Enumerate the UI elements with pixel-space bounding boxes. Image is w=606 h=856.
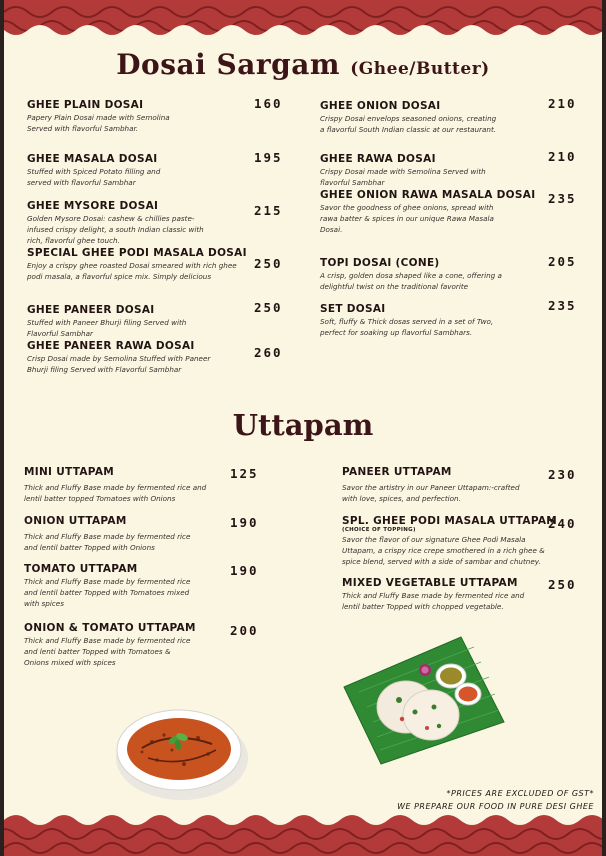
title-suffix: (Ghee/Butter) <box>350 59 490 79</box>
menu-item <box>320 303 500 338</box>
uttapam-section-title: Uttapam <box>232 408 374 442</box>
item-price: 210 <box>548 149 577 164</box>
item-description: Thick and Fluffy Base made by fermented rice and lentil batter topped Tomatoes with Onions <box>24 483 207 503</box>
item-description: Stuffed with Paneer Bhurji filing Served with Flavorful Sambhar <box>27 318 187 338</box>
item-description: Golden Mysore Dosai: cashew & chillies paste-infused crispy delight, a south Indian classic with rich, flavorful ghee touch. <box>27 214 204 245</box>
item-price: 195 <box>254 150 283 165</box>
menu-item <box>24 622 194 668</box>
item-name: GHEE MASALA DOSAI <box>27 153 158 165</box>
item-price: 190 <box>230 515 259 530</box>
curry-bowl-illustration <box>112 700 252 802</box>
item-price: 260 <box>254 345 283 360</box>
item-price: 250 <box>548 577 577 592</box>
item-price: 235 <box>548 191 577 206</box>
menu-item <box>342 466 532 504</box>
item-description: Soft, fluffy & Thick dosas served in a set of Two, perfect for soaking up flavorful Sambhars. <box>320 317 494 337</box>
menu-item <box>27 99 177 134</box>
item-description: Thick and Fluffy Base made by fermented rice and lentil batter Topped with chopped vegetable. <box>342 591 525 611</box>
dosa-plate-illustration <box>339 632 509 767</box>
menu-item <box>320 100 500 135</box>
item-price: 215 <box>254 203 283 218</box>
item-name: GHEE PANEER DOSAI <box>27 304 155 316</box>
item-description: Papery Plain Dosai made with Semolina Served with flavorful Sambhar. <box>27 113 170 133</box>
item-price: 235 <box>548 298 577 313</box>
item-description: A crisp, golden dosa shaped like a cone, offering a delightful twist on the traditional favorite <box>320 271 502 291</box>
item-description: Savor the flavor of our signature Ghee Podi Masala Uttapam, a crispy rice crepe smothered in a rich ghee & spice blend, served with a side of sambar and chutney. <box>342 535 545 566</box>
roof-tile-border-top <box>4 0 602 36</box>
item-price: 205 <box>548 254 577 269</box>
item-description: Thick and Fluffy Base made by fermented rice and lenti batter Topped with Tomatoes & Onions mixed with spices <box>24 636 191 667</box>
roof-tile-border-bottom <box>4 814 602 856</box>
item-description: Thick and Fluffy Base made by fermented rice and lentil batter Topped with Tomatoes mixed with spices <box>24 577 191 608</box>
item-price: 125 <box>230 466 259 481</box>
item-price: 200 <box>230 623 259 638</box>
item-name: GHEE MYSORE DOSAI <box>27 200 159 212</box>
menu-item <box>24 466 209 504</box>
item-name: TOMATO UTTAPAM <box>24 563 138 575</box>
item-name: GHEE ONION RAWA MASALA DOSAI <box>320 189 536 201</box>
item-description: Savor the goodness of ghee onions, spread with rawa batter & spices in our unique Rawa Masala Dosai. <box>320 203 494 234</box>
item-name: SET DOSAI <box>320 303 386 315</box>
item-name: GHEE PANEER RAWA DOSAI <box>27 340 195 352</box>
item-name: GHEE RAWA DOSAI <box>320 153 436 165</box>
item-price: 190 <box>230 563 259 578</box>
menu-item <box>24 515 194 553</box>
item-name: SPECIAL GHEE PODI MASALA DOSAI <box>27 247 247 259</box>
ghee-note: WE PREPARE OUR FOOD IN PURE DESI GHEE <box>397 802 594 811</box>
menu-item <box>320 153 500 188</box>
menu-item <box>24 563 194 609</box>
item-name: MIXED VEGETABLE UTTAPAM <box>342 577 518 589</box>
page-title <box>4 48 602 81</box>
item-name: GHEE PLAIN DOSAI <box>27 99 144 111</box>
item-name: ONION UTTAPAM <box>24 515 127 527</box>
item-description: Savor the artistry in our Paneer Uttapam:-crafted with love, spices, and perfection. <box>342 483 520 503</box>
item-price: 240 <box>548 516 577 531</box>
item-price: 230 <box>548 467 577 482</box>
item-price: 210 <box>548 96 577 111</box>
item-description: Crispy Dosai made with Semolina Served with flavorful Sambhar <box>320 167 486 187</box>
menu-item <box>27 200 207 246</box>
item-note: (CHOICE OF TOPPING) <box>342 527 416 533</box>
footer-notes <box>397 787 594 813</box>
item-description: Crispy Dosai envelops seasoned onions, creating a flavorful South Indian classic at our restaurant. <box>320 114 497 134</box>
item-name: PANEER UTTAPAM <box>342 466 452 478</box>
item-description: Thick and Fluffy Base made by fermented rice and lentil batter Topped with Onions <box>24 532 191 552</box>
menu-item <box>320 257 515 292</box>
menu-item <box>342 515 558 567</box>
menu-item <box>342 577 532 612</box>
item-description: Crisp Dosai made by Semolina Stuffed with Paneer Bhurji filing Served with Flavorful Sambhar <box>27 354 211 374</box>
item-name: MINI UTTAPAM <box>24 466 115 478</box>
gst-note: *PRICES ARE EXCLUDED OF GST* <box>446 789 594 798</box>
menu-item <box>320 189 536 235</box>
menu-item <box>27 247 247 282</box>
item-price: 250 <box>254 300 283 315</box>
item-name: SPL. GHEE PODI MASALA UTTAPAM <box>342 515 558 527</box>
menu-item <box>27 153 177 188</box>
menu-item <box>27 340 227 375</box>
menu-page <box>4 0 602 856</box>
item-description: Stuffed with Spiced Potato filling and served with flavorful Sambhar <box>27 167 161 187</box>
item-price: 160 <box>254 96 283 111</box>
item-name: GHEE ONION DOSAI <box>320 100 441 112</box>
title-text: Dosai Sargam <box>116 48 340 81</box>
item-description: Enjoy a crispy ghee roasted Dosai smeared with rich ghee podi masala, a flavorful spice mix. Simply delicious <box>27 261 237 281</box>
item-name: ONION & TOMATO UTTAPAM <box>24 622 196 634</box>
item-name: TOPI DOSAI (CONE) <box>320 257 440 269</box>
item-price: 250 <box>254 256 283 271</box>
menu-item <box>27 304 207 339</box>
